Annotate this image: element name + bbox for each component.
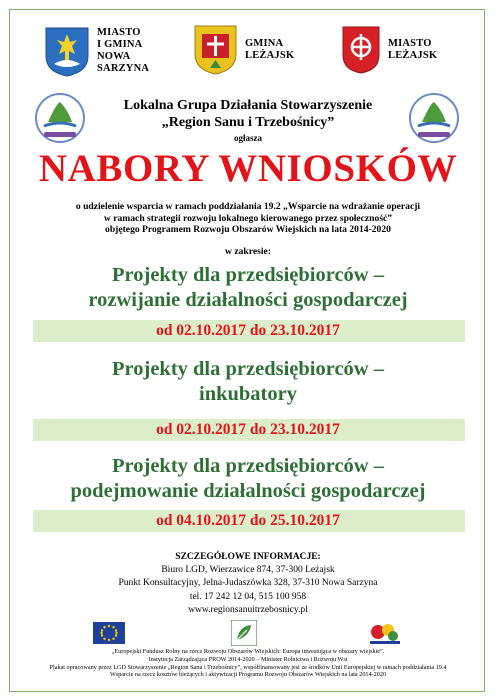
call-title: Projekty dla przedsiębiorców – podejmowanie działalności gospodarczej bbox=[70, 455, 426, 502]
eu-flag-icon bbox=[93, 622, 125, 644]
municipality-name: GMINA LEŻAJSK bbox=[245, 38, 295, 61]
organization-name: Lokalna Grupa Działania Stowarzyszenie „Region Sanu i Trzebośnicy” bbox=[123, 98, 373, 130]
call-dates: od 04.10.2017 do 25.10.2017 bbox=[156, 512, 340, 529]
office-address: Biuro LGD, Wierzawice 874, 37-300 Leżajsk bbox=[161, 565, 335, 576]
call-description: o udzielenie wsparcia w ramach poddziałania 19.2 „Wsparcie na wdrażanie operacji w ramach strategii rozwoju lokalnego kierowanego przez społeczność” objętego Programem Rozwoju Obszarów Wiejskich na lata 2014-2020 bbox=[75, 201, 421, 235]
municipality-name: MIASTO LEŻAJSK bbox=[388, 38, 438, 61]
phone-numbers: tel. 17 242 12 04, 515 100 958 bbox=[189, 591, 307, 602]
contact-info bbox=[0, 551, 496, 617]
consult-point-address: Punkt Konsultacyjny, Jelna-Judaszówka 328, 37-310 Nowa Sarzyna bbox=[118, 578, 378, 589]
website-link[interactable]: www.regionsanuitrzebosnicy.pl bbox=[188, 604, 308, 615]
municipality-name: MIASTO I GMINA NOWA SARZYNA bbox=[97, 27, 150, 74]
announces-label: ogłasza bbox=[234, 133, 262, 143]
prow-logo-icon bbox=[368, 620, 402, 646]
call-title: Projekty dla przedsiębiorców – rozwijanie działalności gospodarczej bbox=[88, 264, 408, 311]
scope-label: w zakresie: bbox=[225, 246, 271, 257]
call-dates: od 02.10.2017 do 23.10.2017 bbox=[156, 322, 340, 339]
info-heading: SZCZEGÓŁOWE INFORMACJE: bbox=[175, 552, 321, 562]
lezajsk-gmina-crest-icon bbox=[193, 24, 238, 76]
lezajsk-miasto-crest-icon bbox=[341, 25, 381, 75]
nowa-sarzyna-crest-icon bbox=[44, 26, 90, 78]
leader-logo-icon bbox=[231, 620, 257, 646]
call-dates: od 02.10.2017 do 23.10.2017 bbox=[156, 421, 340, 438]
call-title: Projekty dla przedsiębiorców – inkubatory bbox=[112, 358, 384, 405]
footer-notes: „Europejski Fundusz Rolny na rzecz Rozwoju Obszarów Wiejskich: Europa inwestująca w obszary wiejskie”. Instytucja Zarządzająca PROW 2014-2020 – Minister Rolnictwa i Rozwoju Wsi Plakat opracowany przez LGD Stowarzyszenie „Region Sanu i Trzebośnicy”, współfinansowany jest ze środków Unii Europejskiej w ramach poddziałania 19.4 Wsparcie na rzecz kosztów bieżących i aktywizacji Programu Rozwoju Obszarów Wiejskich na lata 2014-2020 bbox=[49, 648, 447, 679]
page-title: NABORY WNIOSKÓW bbox=[38, 147, 458, 190]
